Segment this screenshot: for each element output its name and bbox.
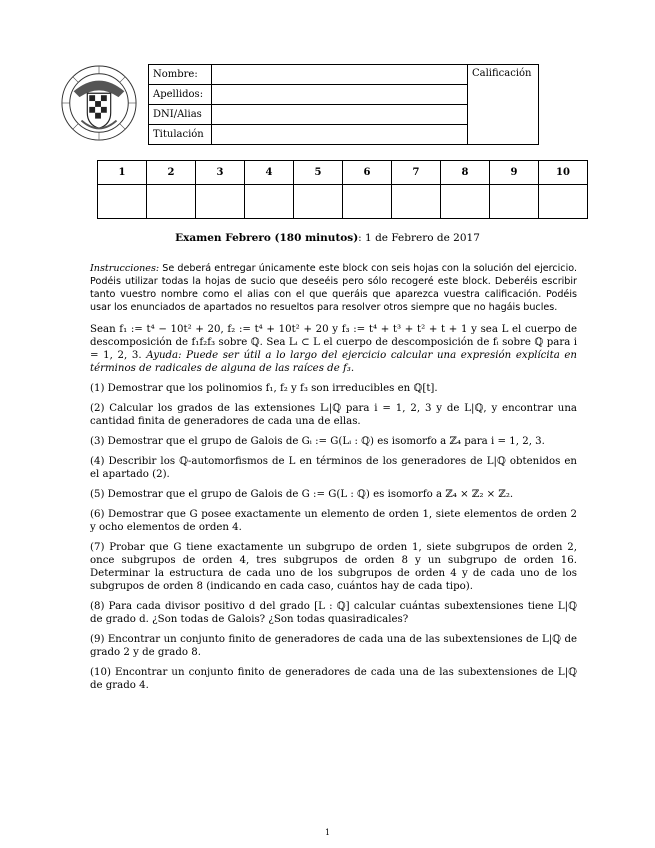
calificacion-label: Calificación <box>472 68 532 79</box>
calificacion-box <box>468 65 539 145</box>
intro-paragraph <box>90 323 577 375</box>
grade-cell[interactable] <box>98 185 147 219</box>
grade-header: 4 <box>245 161 294 185</box>
grade-cell[interactable] <box>147 185 196 219</box>
grade-cell[interactable] <box>392 185 441 219</box>
question-2: (2) Calcular los grados de las extensiones Lᵢ|ℚ para i = 1, 2, 3 y de L|ℚ, y encontrar una cantidad finita de generadores de cada una de ellas. <box>90 403 577 427</box>
grade-cell[interactable] <box>441 185 490 219</box>
intro-hint: Ayuda: Puede ser útil a lo largo del ejercicio calcular una expresión explícita en términos de radicales de alguna de las raíces de f₃. <box>90 350 577 374</box>
apellidos-field[interactable] <box>212 85 468 105</box>
grade-header: 9 <box>490 161 539 185</box>
grade-cell[interactable] <box>343 185 392 219</box>
nombre-label: Nombre: <box>149 65 212 85</box>
student-info-table <box>148 64 539 145</box>
grade-header: 8 <box>441 161 490 185</box>
grade-cell[interactable] <box>245 185 294 219</box>
question-8: (8) Para cada divisor positivo d del grado [L : ℚ] calcular cuántas subextensiones tiene L|ℚ de grado d. ¿Son todas de Galois? ¿Son todas quasiradicales? <box>90 601 577 625</box>
exam-title <box>0 232 655 244</box>
question-6: (6) Demostrar que G posee exactamente un elemento de orden 1, siete elementos de orden 2 y ocho elementos de orden 4. <box>90 509 577 533</box>
titulacion-field[interactable] <box>212 125 468 145</box>
dni-label: DNI/Alias <box>149 105 212 125</box>
exam-body <box>90 262 577 699</box>
nombre-field[interactable] <box>212 65 468 85</box>
question-10: (10) Encontrar un conjunto finito de generadores de cada una de las subextensiones de L|ℚ de grado 4. <box>90 667 577 691</box>
grade-cell[interactable] <box>490 185 539 219</box>
question-4: (4) Describir los ℚ-automorfismos de L en términos de los generadores de L|ℚ obtenidos en el apartado (2). <box>90 456 577 480</box>
grades-table <box>97 160 588 219</box>
instructions-paragraph <box>90 262 577 314</box>
grade-header: 10 <box>539 161 588 185</box>
grade-header: 7 <box>392 161 441 185</box>
page-number: 1 <box>324 828 331 837</box>
grade-header: 3 <box>196 161 245 185</box>
question-9: (9) Encontrar un conjunto finito de generadores de cada una de las subextensiones de L|ℚ de grado 2 y de grado 8. <box>90 634 577 658</box>
grade-cell[interactable] <box>294 185 343 219</box>
question-3: (3) Demostrar que el grupo de Galois de Gᵢ := G(Lᵢ : ℚ) es isomorfo a ℤ₄ para i = 1, 2, 3. <box>90 436 545 447</box>
grade-header: 6 <box>343 161 392 185</box>
titulacion-label: Titulación <box>149 125 212 145</box>
instructions-label: Instrucciones: <box>90 263 160 274</box>
instructions-text: Se deberá entregar únicamente este block con seis hojas con la solución del ejercicio. Podéis utilizar todas la hojas de sucio que deseéis pero sólo recogeré este block. Deberéis escribir tanto vuestro nombre como el alias con el que queráis que aparezca vuestra calificación. Podéis usar los enunciados de apartados no resueltos para resolver otros siempre que no hagáis bucles. <box>90 263 577 313</box>
question-5: (5) Demostrar que el grupo de Galois de G := G(L : ℚ) es isomorfo a ℤ₄ × ℤ₂ × ℤ₂. <box>90 489 514 500</box>
grade-header: 1 <box>98 161 147 185</box>
question-1: (1) Demostrar que los polinomios f₁, f₂ y f₃ son irreducibles en ℚ[t]. <box>90 383 438 394</box>
exam-title-date: : 1 de Febrero de 2017 <box>358 232 480 244</box>
grade-header: 5 <box>294 161 343 185</box>
grade-cell[interactable] <box>196 185 245 219</box>
intro-text: Sean f₁ := t⁴ − 10t² + 20, f₂ := t⁴ + 10t² + 20 y f₃ := t⁴ + t³ + t² + t + 1 y sea L el cuerpo de descomposición de f₁f₂f₃ sobre ℚ. Sea Lᵢ ⊂ L el cuerpo de descomposición de fᵢ sobre ℚ para i = 1, 2, 3. <box>90 324 577 361</box>
grade-cell[interactable] <box>539 185 588 219</box>
exam-title-bold: Examen Febrero (180 minutos) <box>175 232 359 244</box>
question-7: (7) Probar que G tiene exactamente un subgrupo de orden 1, siete subgrupos de orden 2, once subgrupos de orden 4, tres subgrupos de orden 8 y un subgrupo de orden 16. Determinar la estructura de cada uno de los subgrupos de orden 4 y de cada uno de los subgrupos de orden 8 (indicando en cada caso, cuántos hay de cada tipo). <box>90 542 577 592</box>
university-seal-logo <box>60 64 138 142</box>
apellidos-label: Apellidos: <box>149 85 212 105</box>
dni-field[interactable] <box>212 105 468 125</box>
grade-header: 2 <box>147 161 196 185</box>
